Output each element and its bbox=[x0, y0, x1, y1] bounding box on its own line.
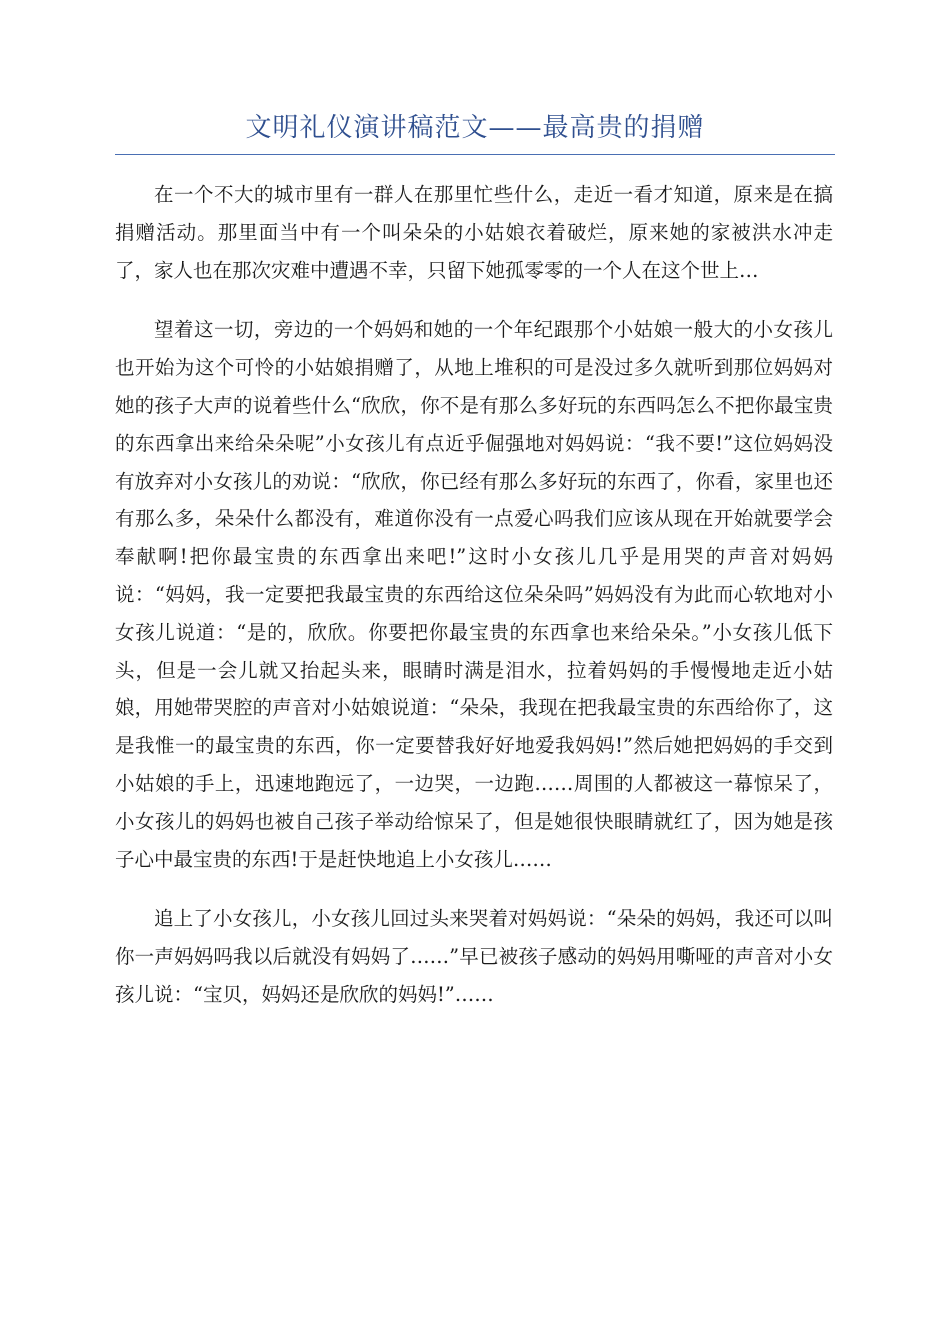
document-title: 文明礼仪演讲稿范文——最高贵的捐赠 bbox=[245, 113, 705, 143]
paragraph-3: 追上了小女孩儿，小女孩儿回过头来哭着对妈妈说：“朵朵的妈妈，我还可以叫你一声妈妈吗我以后就没有妈妈了……”早已被孩子感动的妈妈用嘶哑的声音对小女孩儿说：“宝贝，妈妈还是欣欣的妈妈!”…… bbox=[115, 907, 833, 1006]
title-underline bbox=[115, 154, 835, 155]
document-body bbox=[115, 176, 833, 1036]
paragraph-2: 望着这一切，旁边的一个妈妈和她的一个年纪跟那个小姑娘一般大的小女孩儿也开始为这个可怜的小姑娘捐赠了，从地上堆积的可是没过多久就听到那位妈妈对她的孩子大声的说着些什么“欣欣，你不是有那么多好玩的东西吗怎么不把你最宝贵的东西拿出来给朵朵呢”小女孩儿有点近乎倔强地对妈妈说：“我不要!”这位妈妈没有放弃对小女孩儿的劝说：“欣欣，你已经有那么多好玩的东西了，你看，家里也还有那么多，朵朵什么都没有，难道你没有一点爱心吗我们应该从现在开始就要学会奉献啊!把你最宝贵的东西拿出来吧!”这时小女孩儿几乎是用哭的声音对妈妈说：“妈妈，我一定要把我最宝贵的东西给这位朵朵吗”妈妈没有为此而心软地对小女孩儿说道：“是的，欣欣。你要把你最宝贵的东西拿也来给朵朵。”小女孩儿低下头，但是一会儿就又抬起头来，眼睛时满是泪水，拉着妈妈的手慢慢地走近小姑娘，用她带哭腔的声音对小姑娘说道：“朵朵，我现在把我最宝贵的东西给你了，这是我惟一的最宝贵的东西，你一定要替我好好地爱我妈妈!”然后她把妈妈的手交到小姑娘的手上，迅速地跑远了，一边哭，一边跑……周围的人都被这一幕惊呆了，小女孩儿的妈妈也被自己孩子举动给惊呆了，但是她很快眼睛就红了，因为她是孩子心中最宝贵的东西!于是赶快地追上小女孩儿…… bbox=[115, 318, 833, 871]
paragraph-1: 在一个不大的城市里有一群人在那里忙些什么，走近一看才知道，原来是在搞捐赠活动。那里面当中有一个叫朵朵的小姑娘衣着破烂，原来她的家被洪水冲走了，家人也在那次灾难中遭遇不幸，只留下她孤零零的一个人在这个世上… bbox=[115, 183, 833, 282]
